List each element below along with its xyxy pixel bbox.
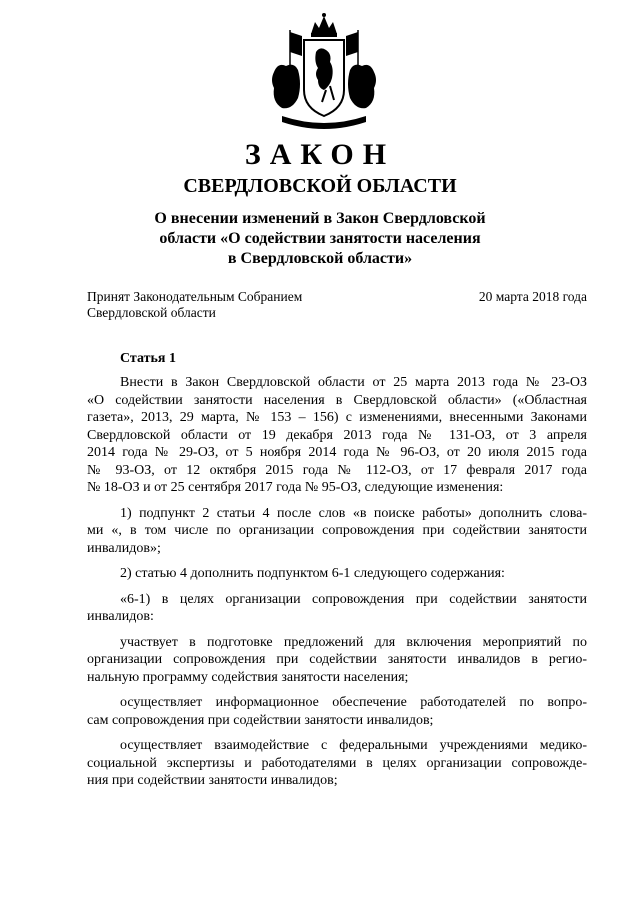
crown-icon bbox=[311, 13, 337, 37]
article-paragraph bbox=[87, 591, 587, 626]
article-paragraph bbox=[87, 634, 587, 687]
adoption-authority bbox=[87, 289, 302, 321]
law-title-line: области «О содействии занятости населения bbox=[159, 230, 481, 247]
paragraph-line: нальную программу содействия занятости населения; bbox=[87, 669, 409, 685]
region-title: СВЕРДЛОВСКОЙ ОБЛАСТИ bbox=[183, 175, 457, 197]
paragraph-line: инвалидов»; bbox=[87, 540, 161, 556]
article-paragraph bbox=[87, 565, 587, 583]
paragraph-line: Внести в Закон Свердловской области от 25 марта 2013 года № 23-ОЗ bbox=[120, 375, 587, 390]
paragraph-line: сам сопровождения при содействии занятости инвалидов; bbox=[87, 712, 434, 728]
document-type-title: ЗАКОН bbox=[244, 138, 396, 171]
paragraph-line: 2) статью 4 дополнить подпунктом 6-1 следующего содержания: bbox=[120, 566, 505, 581]
paragraph-line: Свердловской области от 19 декабря 2013 года № 131-ОЗ, от 3 апреля bbox=[87, 427, 587, 443]
article-paragraph bbox=[87, 505, 587, 558]
paragraph-line: ния при содействии занятости инвалидов; bbox=[87, 773, 338, 788]
coat-of-arms-emblem bbox=[268, 12, 380, 134]
paragraph-line: участвует в подготовке предложений для включения мероприятий по bbox=[120, 634, 587, 650]
paragraph-line: газета», 2013, 29 марта, № 153 – 156) с изменениями, внесенными Законами bbox=[87, 410, 587, 425]
article-paragraph bbox=[87, 374, 587, 497]
paragraph-line: инвалидов: bbox=[87, 609, 154, 624]
adoption-line: Свердловской области bbox=[87, 305, 216, 320]
article-heading: Статья 1 bbox=[120, 351, 176, 366]
paragraph-line: организации сопровождения при содействии занятости инвалидов в регио- bbox=[87, 652, 587, 667]
article-body bbox=[87, 374, 587, 798]
paragraph-line: 2014 года № 29-ОЗ, от 5 ноября 2014 года № 96-ОЗ, от 20 июля 2015 года bbox=[87, 445, 587, 460]
adoption-date: 20 марта 2018 года bbox=[478, 289, 587, 304]
paragraph-line: 1) подпункт 2 статьи 4 после слов «в поиске работы» дополнить слова- bbox=[120, 505, 587, 521]
law-title-line: в Свердловской области» bbox=[227, 250, 413, 267]
paragraph-line: «6-1) в целях организации сопровождения при содействии занятости bbox=[120, 591, 587, 607]
article-paragraph bbox=[87, 694, 587, 729]
law-title-line: О внесении изменений в Закон Свердловской bbox=[154, 210, 486, 227]
paragraph-line: № 18-ОЗ и от 25 сентября 2017 года № 95-ОЗ, следующие изменения: bbox=[87, 480, 504, 495]
paragraph-line: ми «, в том числе по организации сопровождения при содействии занятости bbox=[87, 523, 587, 538]
paragraph-line: социальной экспертизы и работодателями в целях организации сопровожде- bbox=[87, 755, 587, 771]
paragraph-line: № 93-ОЗ, от 12 октября 2015 года № 112-ОЗ, от 17 февраля 2017 года bbox=[87, 462, 587, 478]
law-title bbox=[100, 209, 540, 269]
adoption-line: Принят Законодательным Собранием bbox=[87, 289, 303, 304]
paragraph-line: «О содействии занятости населения в Свердловской области» («Областная bbox=[87, 392, 587, 408]
article-paragraph bbox=[87, 737, 587, 790]
paragraph-line: осуществляет взаимодействие с федеральными учреждениями медико- bbox=[120, 738, 587, 753]
paragraph-line: осуществляет информационное обеспечение работодателей по вопро- bbox=[120, 695, 587, 710]
